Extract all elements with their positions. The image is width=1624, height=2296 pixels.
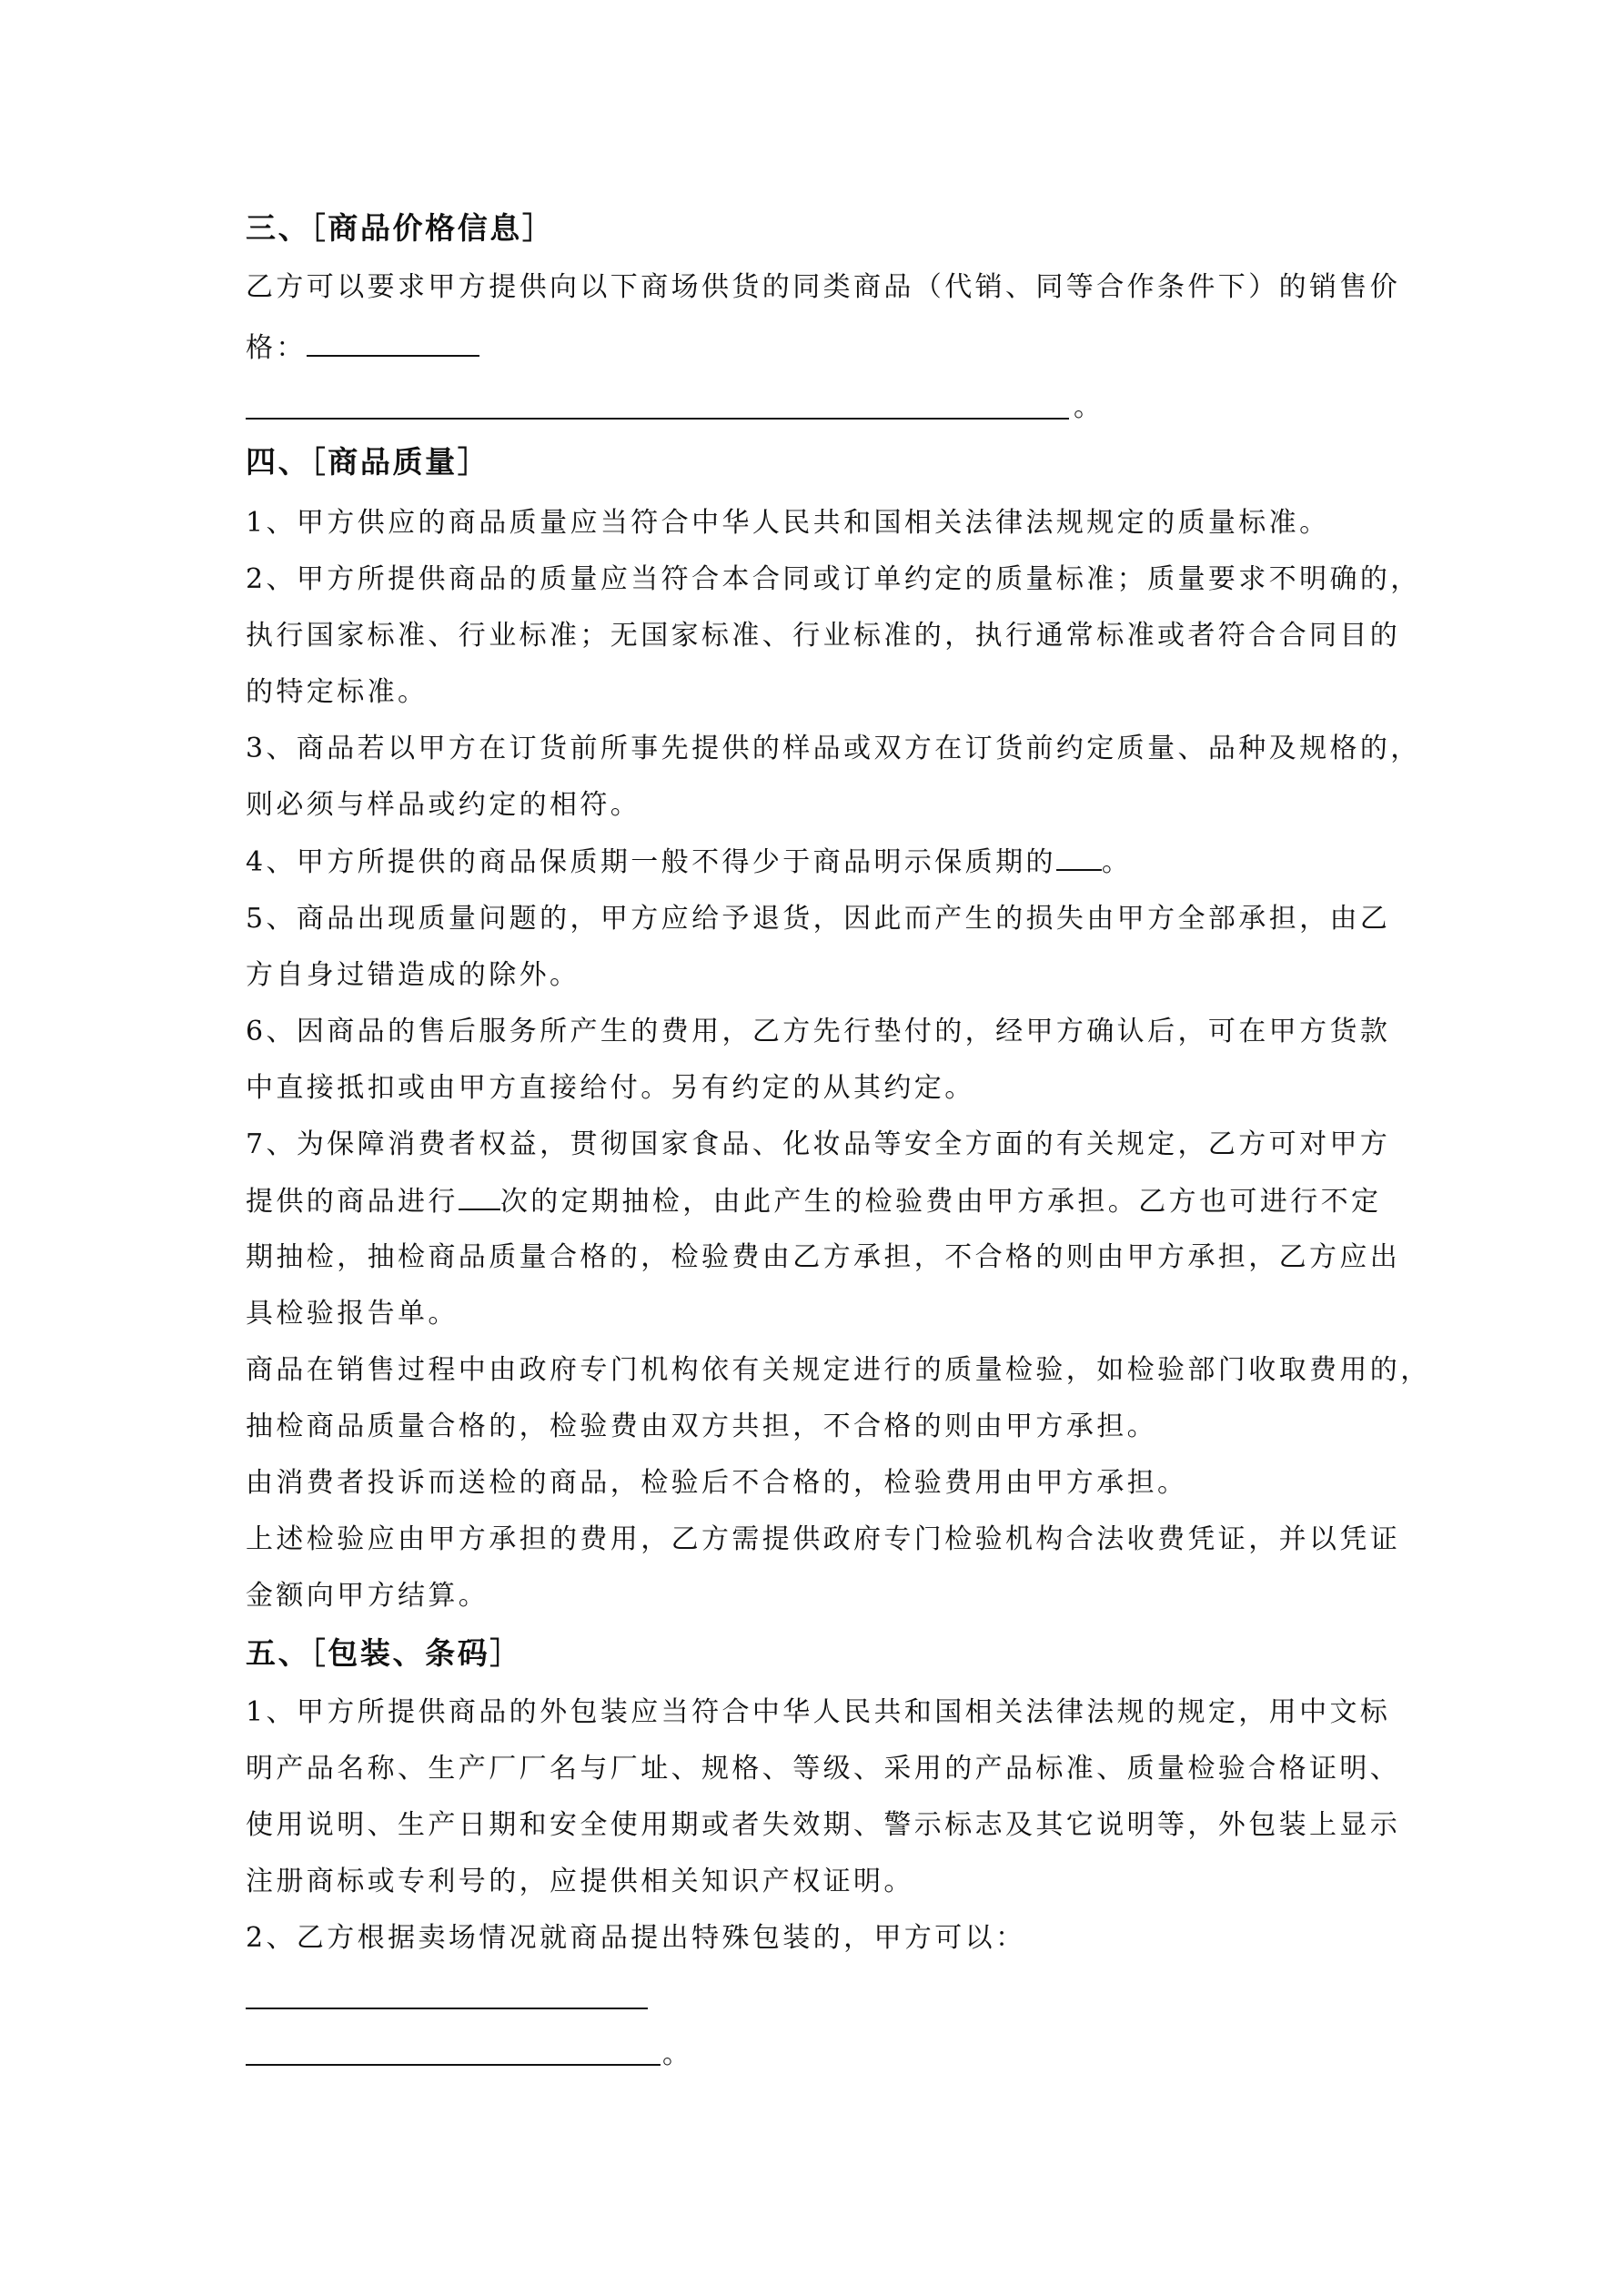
quality-item-1: 1、甲方供应的商品质量应当符合中华人民共和国相关法律法规规定的质量标准。 (246, 507, 1330, 539)
govt-inspection-line-2: 抽检商品质量合格的，检验费由双方共担，不合格的则由甲方承担。 (246, 1411, 1157, 1442)
price-blank-2 (246, 418, 1069, 420)
quality-item-6-line-1: 6、因商品的售后服务所产生的费用，乙方先行垫付的，经甲方确认后，可在甲方货款 (246, 1016, 1391, 1047)
quality-item-6-line-2: 中直接抵扣或由甲方直接给付。另有约定的从其约定。 (246, 1072, 975, 1104)
shelf-life-blank (1056, 844, 1102, 871)
quality-item-5-line-2: 方自身过错造成的除外。 (246, 959, 580, 991)
packaging-item-1-line-2: 明产品名称、生产厂厂名与厂址、规格、等级、采用的产品标准、质量检验合格证明、 (246, 1753, 1401, 1785)
section-5-heading: 五、［包装、条码］ (246, 1635, 522, 1671)
quality-item-7-line-4: 具检验报告单。 (246, 1298, 459, 1330)
packaging-item-1-line-4: 注册商标或专利号的，应提供相关知识产权证明。 (246, 1866, 914, 1897)
price-blank-1 (307, 329, 479, 357)
section-3-end-mark: 。 (1074, 391, 1101, 423)
packaging-item-1-line-3: 使用说明、生产日期和安全使用期或者失效期、警示标志及其它说明等，外包装上显示 (246, 1809, 1401, 1841)
inspection-count-blank (459, 1183, 500, 1210)
section-5-end-mark: 。 (662, 2038, 690, 2070)
quality-item-7-line-2: 提供的商品进行 次的定期抽检，由此产生的检验费由甲方承担。乙方也可进行不定 (246, 1183, 1381, 1220)
packaging-blank-2 (246, 2064, 661, 2066)
quality-item-7-line-3: 期抽检，抽检商品质量合格的，检验费由乙方承担，不合格的则由甲方承担，乙方应出 (246, 1241, 1401, 1273)
govt-inspection-line-1: 商品在销售过程中由政府专门机构依有关规定进行的质量检验，如检验部门收取费用的， (246, 1354, 1431, 1386)
quality-item-5-line-1: 5、商品出现质量问题的，甲方应给予退货，因此而产生的损失由甲方全部承担，由乙 (246, 903, 1391, 935)
quality-item-2-line-3: 的特定标准。 (246, 676, 429, 708)
section-3-line-2: 格： (246, 329, 479, 367)
packaging-blank-1 (246, 2008, 648, 2009)
quality-item-3-line-2: 则必须与样品或约定的相符。 (246, 789, 641, 821)
section-3-heading: 三、［商品价格信息］ (246, 210, 555, 246)
quality-item-7-line-1: 7、为保障消费者权益，贯彻国家食品、化妆品等安全方面的有关规定，乙方可对甲方 (246, 1128, 1391, 1160)
settlement-line-2: 金额向甲方结算。 (246, 1580, 489, 1612)
packaging-item-1-line-1: 1、甲方所提供商品的外包装应当符合中华人民共和国相关法律法规的规定，用中文标 (246, 1696, 1391, 1728)
quality-item-3-line-1: 3、商品若以甲方在订货前所事先提供的样品或双方在订货前约定质量、品种及规格的， (246, 733, 1421, 764)
quality-item-2-line-2: 执行国家标准、行业标准；无国家标准、行业标准的，执行通常标准或者符合合同目的 (246, 620, 1401, 652)
quality-item-4: 4、甲方所提供的商品保质期一般不得少于商品明示保质期的 。 (246, 844, 1132, 881)
section-3-line-1: 乙方可以要求甲方提供向以下商场供货的同类商品（代销、同等合作条件下）的销售价 (246, 271, 1401, 303)
quality-item-2-line-1: 2、甲方所提供商品的质量应当符合本合同或订单约定的质量标准；质量要求不明确的， (246, 563, 1421, 595)
settlement-line-1: 上述检验应由甲方承担的费用，乙方需提供政府专门检验机构合法收费凭证，并以凭证 (246, 1523, 1401, 1555)
packaging-item-2: 2、乙方根据卖场情况就商品提出特殊包装的，甲方可以： (246, 1922, 1026, 1954)
consumer-complaint-para: 由消费者投诉而送检的商品，检验后不合格的，检验费用由甲方承担。 (246, 1467, 1188, 1499)
section-4-heading: 四、［商品质量］ (246, 444, 490, 480)
